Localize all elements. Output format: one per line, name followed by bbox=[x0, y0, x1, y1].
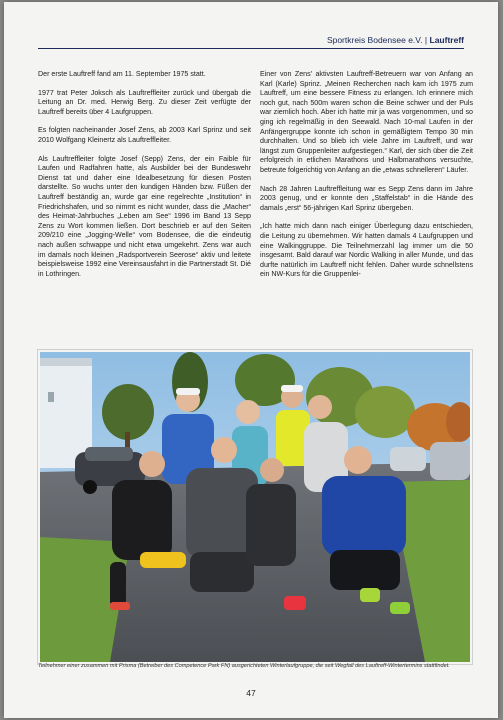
magazine-page bbox=[4, 2, 498, 718]
left-paragraph-3: Es folgten nacheinander Josef Zens, ab 2003 Karl Sprinz und seit 2010 Wolfgang Kleinertz als Lauftreffleiter. bbox=[38, 126, 251, 144]
right-paragraph-1: Einer von Zens' aktivsten Lauftreff-Betreuern war von Anfang an Karl (Karle) Sprinz. „Meinen Recherchen nach kam ich 1975 zum Lauftreff, um eine bessere Fitness zu erlangen. Ich erinnere mich noch gut, nach 500m waren schon die Beine schwer und der Puls war ziemlich hoch. Aber ich hatte mir ja was vorgenommen, und so ging ich regelmäßig in den Seewald. Nach 10-mal Laufen in der Anfängergruppe konnte ich schon in gemäßigtem Tempo 30 min durchhalten. Und so blieb ich viele Jahre im Lauftreff, und war längst zum Gruppenleiter aufgestiegen.“ Karl, der sich über die Zeit erfolgreich in etlichen Marathons und Halbmarathons versuchte, betreute folgerichtig von Anfang an die „etwas schnelleren“ Läufer. bbox=[260, 70, 473, 174]
page-number: 47 bbox=[246, 688, 256, 698]
left-paragraph-4: Als Lauftreffleiter folgte Josef (Sepp) Zens, der ein Faible für Laufen und Radfahren hatte, als Ausbilder bei der Bundeswehr Dienst tat und daher eine Idealbesetzung für diesen Posten darstellte. So wuchs unter den kundigen Händen bzw. Füßen der Lauftreff beständig an, wurde gar eine regelrechte „Institution“ in Friedrichshafen, und so nimmt es nicht wunder, dass die „Macher“ des Heimat-Jahrbuches „Leben am See“ 1996 im Band 13 Sepp Zens zu Wort kommen ließen. Dort beschrieb er auf den Seiten 209/210 eine „Jogging-Welle“ vom Bodensee, die die eindeutig nach außen schwappe und nicht etwa umgekehrt. Zens war auch im damals noch kleinen „Radsportverein Seerose“ aktiv und leitete beispielsweise 1992 eine Vereinsausfahrt in die Partnerstadt St. Dié in Lothringen. bbox=[38, 154, 251, 278]
page-header bbox=[38, 35, 464, 45]
group-photo bbox=[38, 350, 472, 664]
right-column bbox=[260, 70, 473, 289]
left-paragraph-2: 1977 trat Peter Joksch als Lauftreffleiter zurück und übergab die Leitung an Dr. med. Herwig Berg. Zu dieser Zeit verfügte der Lauftreff bereits über 4 Laufgruppen. bbox=[38, 88, 251, 116]
photo-caption: Teilnehmer einer zusammen mit Prisma (Betreiber des Competence Park FN) ausgerichteten Winterlaufgruppe, die seit Wegfall des Lauftreff-Wintertermins stattfindet. bbox=[38, 663, 450, 669]
left-column bbox=[38, 70, 251, 288]
group-photo-illustration bbox=[40, 352, 470, 662]
header-rule bbox=[38, 48, 464, 49]
header-separator: | bbox=[424, 35, 428, 45]
left-paragraph-1: Der erste Lauftreff fand am 11. September 1975 statt. bbox=[38, 70, 206, 78]
right-paragraph-3: „Ich hatte mich dann nach einiger Überlegung dazu entschieden, die Leitung zu übernehmen. Wir hatten damals 4 Laufgruppen und eine Walkinggruppe. Die Teilnehmerzahl lag immer um die 50 insgesamt. Bald darauf war Nordic Walking in aller Munde, und das durfte natürlich im Lauftreff nicht fehlen. Daher wurde schnellstens ein NW-Kurs für die Gruppenlei- bbox=[260, 222, 473, 279]
header-org: Sportkreis Bodensee e.V. bbox=[326, 35, 423, 45]
right-paragraph-2: Nach 28 Jahren Lauftreffleitung war es Sepp Zens dann im Jahre 2003 genug, und er konnte den „Staffelstab“ in die Hände des damals „erst“ 56-jährigen Karl Sprinz übergeben. bbox=[260, 184, 473, 212]
header-section: Lauftreff bbox=[429, 35, 464, 45]
